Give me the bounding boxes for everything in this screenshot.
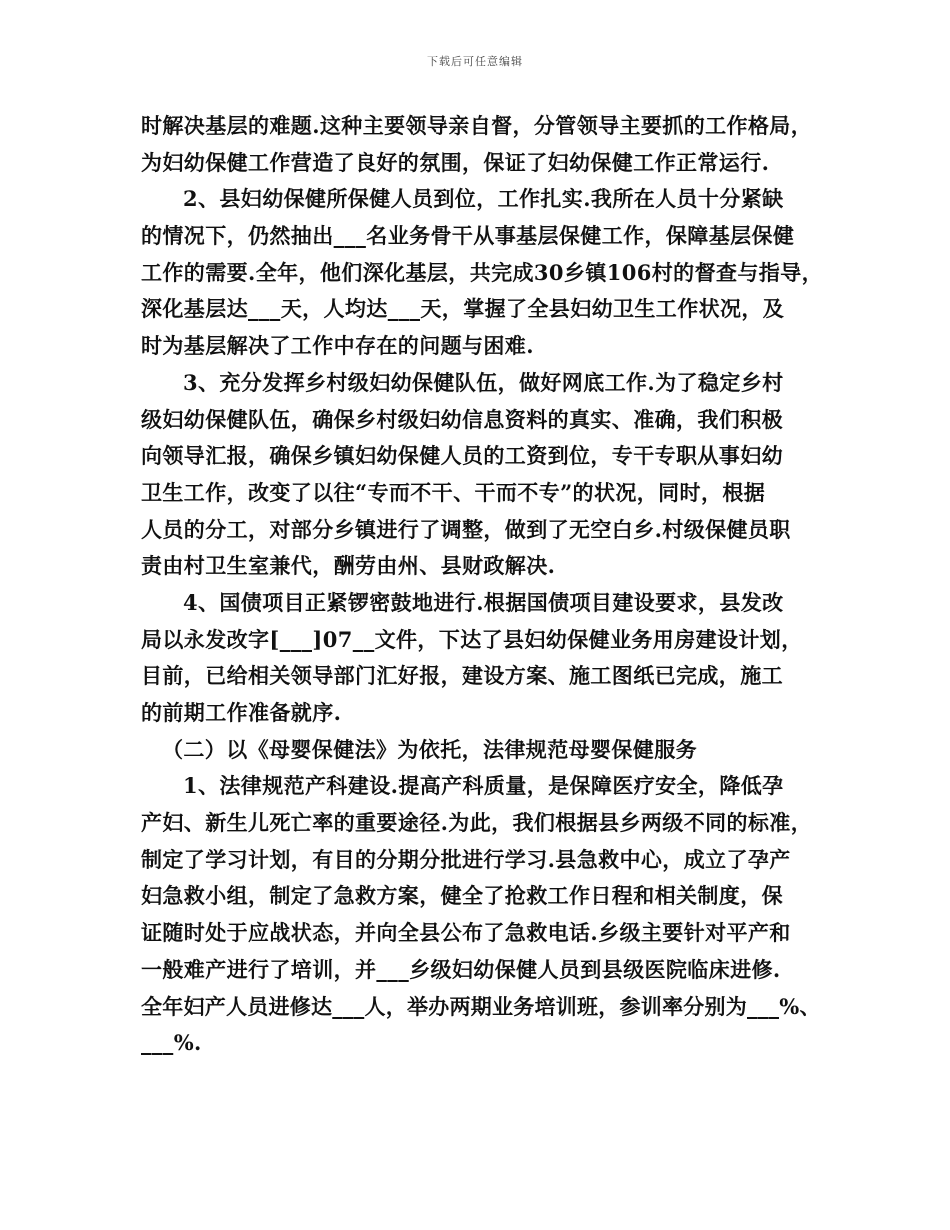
text-line: 时解决基层的难题.这种主要领导亲自督，分管领导主要抓的工作格局， — [141, 113, 813, 138]
text-line: 时为基层解决了工作中存在的问题与困难. — [141, 333, 534, 359]
text-line: 工作的需要.全年，他们深化基层，共完成30乡镇106村的督查与指导， — [141, 259, 823, 285]
text-line: 目前，已给相关领导部门汇好报，建设方案、施工图纸已完成，施工 — [141, 663, 783, 689]
text-line: 全年妇产人员进修达___人，举办两期业务培训班，参训率分别为___%、 — [141, 993, 821, 1019]
section-heading: （二）以《母婴保健法》为依托，法律规范母婴保健服务 — [162, 736, 697, 762]
text-line: 产妇、新生儿死亡率的重要途径.为此，我们根据县乡两级不同的标准， — [141, 810, 813, 836]
document-body — [141, 108, 821, 1062]
text-line: 级妇幼保健队伍，确保乡村级妇幼信息资料的真实、准确，我们积极 — [141, 406, 783, 432]
text-line: 责由村卫生室兼代，酬劳由州、县财政解决. — [141, 553, 556, 579]
text-line: 证随时处于应战状态，并向全县公布了急救电话.乡级主要针对平产和 — [141, 920, 791, 946]
text-line: ___%. — [141, 1030, 202, 1056]
text-line: 局以永发改字[___]07__文件，下达了县妇幼保健业务用房建设计划， — [141, 626, 803, 652]
paragraph-start-line: 2、县妇幼保健所保健人员到位，工作扎实.我所在人员十分紧缺 — [183, 186, 784, 212]
text-line: 人员的分工，对部分乡镇进行了调整，做到了无空白乡.村级保健员职 — [141, 516, 791, 542]
text-line: 为妇幼保健工作营造了良好的氛围，保证了妇幼保健工作正常运行. — [141, 149, 770, 175]
text-line: 的情况下，仍然抽出___名业务骨干从事基层保健工作，保障基层保健 — [141, 223, 795, 249]
text-line: 一般难产进行了培训，并___乡级妇幼保健人员到县级医院临床进修. — [141, 956, 781, 982]
paragraph-start-line: 1、法律规范产科建设.提高产科质量，是保障医疗安全，降低孕 — [183, 773, 784, 799]
text-line: 向领导汇报，确保乡镇妇幼保健人员的工资到位，专干专职从事妇幼 — [141, 443, 783, 469]
text-line: 深化基层达___天，人均达___天，掌握了全县妇幼卫生工作状况，及 — [141, 296, 785, 322]
text-line: 卫生工作，改变了以往“专而不干、干而不专”的状况，同时，根据 — [141, 479, 766, 505]
paragraph-start-line: 3、充分发挥乡村级妇幼保健队伍，做好网底工作.为了稳定乡村 — [183, 369, 784, 395]
text-line: 制定了学习计划，有目的分期分批进行学习.县急救中心，成立了孕产 — [141, 846, 791, 872]
text-line: 的前期工作准备就序. — [141, 700, 342, 725]
download-note: 下载后可任意编辑 — [427, 55, 523, 68]
text-line: 妇急救小组，制定了急救方案，健全了抢救工作日程和相关制度，保 — [141, 883, 783, 909]
paragraph-start-line: 4、国债项目正紧锣密鼓地进行.根据国债项目建设要求，县发改 — [183, 589, 784, 615]
